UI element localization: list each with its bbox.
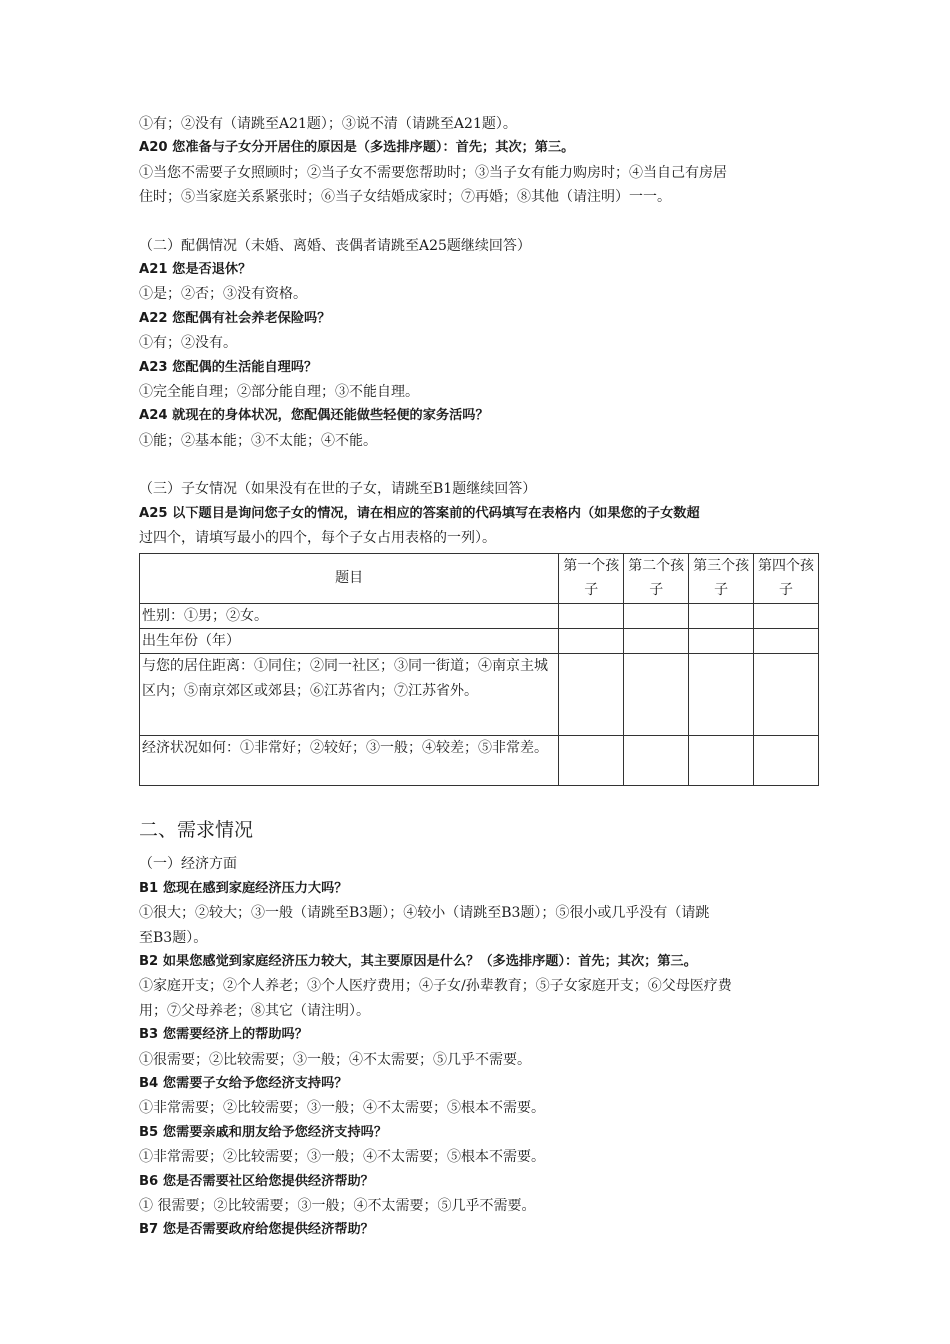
table-header-row [140,553,819,603]
question-line: B4 您需要子女给予您经济支持吗？ [139,1075,348,1091]
answer-line: （二）配偶情况（未婚、离婚、丧偶者请跳至A25题继续回答） [139,237,531,254]
row-question-birth-year: 出生年份（年） [140,628,559,653]
section-2-title: 二、需求情况 [139,819,254,842]
children-table [139,553,819,787]
answer-cell[interactable] [689,603,754,628]
row-question-distance: 与您的居住距离：①同住；②同一社区；③同一街道；④南京主城区内；⑤南京郊区或郊县；⑥江苏省内；⑦江苏省外。 [140,654,559,736]
answer-line: ①是；②否；③没有资格。 [139,286,307,303]
document-page [139,112,819,1243]
answer-line: ①当您不需要子女照顾时；②当子女不需要您帮助时；③当子女有能力购房时；④当自己有房居 [139,164,727,181]
answer-cell[interactable] [754,628,819,653]
answer-line: ①完全能自理；②部分能自理；③不能自理。 [139,384,419,401]
row-question-economy: 经济状况如何：①非常好；②较好；③一般；④较差；⑤非常差。 [140,736,559,786]
question-line: A22 您配偶有社会养老保险吗？ [139,310,331,326]
question-line: A25 以下题目是询问您子女的情况，请在相应的答案前的代码填写在表格内（如果您的子女数超 [139,505,700,521]
answer-cell[interactable] [689,736,754,786]
spacer [139,453,819,477]
answer-line: ①有；②没有。 [139,335,237,352]
answer-cell[interactable] [559,603,624,628]
answer-line: ①很需要；②比较需要；③一般；④不太需要；⑤几乎不需要。 [139,1051,531,1068]
header-child-4: 第四个孩子 [754,553,819,603]
question-line: B6 您是否需要社区给您提供经济帮助？ [139,1173,374,1189]
header-child-2: 第二个孩子 [624,553,689,603]
answer-line: 住时；⑤当家庭关系紧张时；⑥当子女结婚成家时；⑦再婚；⑧其他（请注明）一一。 [139,189,671,206]
answer-line: （一）经济方面 [139,856,237,873]
block-spouse [139,234,819,454]
block-children [139,477,819,550]
answer-cell[interactable] [689,628,754,653]
answer-cell[interactable] [624,628,689,653]
answer-line: 至B3题）。 [139,929,208,946]
answer-cell[interactable] [559,654,624,736]
answer-line: ① 很需要；②比较需要；③一般；④不太需要；⑤几乎不需要。 [139,1198,536,1214]
header-child-3: 第三个孩子 [689,553,754,603]
question-line: B7 您是否需要政府给您提供经济帮助？ [139,1222,374,1238]
question-line: A24 就现在的身体状况，您配偶还能做些轻便的家务活吗？ [139,408,489,424]
table-row [140,654,819,736]
answer-line: ①很大；②较大；③一般（请跳至B3题）；④较小（请跳至B3题）；⑤很小或几乎没有（请跳 [139,905,710,922]
question-line: B3 您需要经济上的帮助吗？ [139,1027,308,1043]
answer-cell[interactable] [754,603,819,628]
answer-cell[interactable] [624,654,689,736]
question-line: B1 您现在感到家庭经济压力大吗？ [139,880,348,896]
question-line: A23 您配偶的生活能自理吗？ [139,359,318,375]
block-section-2 [139,852,819,1243]
header-question: 题目 [140,553,559,603]
answer-line: ①非常需要；②比较需要；③一般；④不太需要；⑤根本不需要。 [139,1100,545,1117]
question-line: A21 您是否退休？ [139,262,252,278]
table-row [140,603,819,628]
table-row [140,736,819,786]
answer-line: ①有；②没有（请跳至A21题）；③说不清（请跳至A21题）。 [139,116,517,132]
answer-line: （三）子女情况（如果没有在世的子女，请跳至B1题继续回答） [139,481,537,498]
answer-cell[interactable] [559,736,624,786]
table-row [140,628,819,653]
answer-cell[interactable] [624,736,689,786]
row-question-gender: 性别：①男；②女。 [140,603,559,628]
answer-line: ①非常需要；②比较需要；③一般；④不太需要；⑤根本不需要。 [139,1149,545,1166]
answer-cell[interactable] [624,603,689,628]
answer-cell[interactable] [689,654,754,736]
spacer [139,210,819,234]
answer-line: 用；⑦父母养老；⑧其它（请注明）。 [139,1002,370,1019]
answer-cell[interactable] [754,654,819,736]
question-line: B2 如果您感觉到家庭经济压力较大，其主要原因是什么？（多选排序题）：首先；其次；第三。 [139,953,697,969]
answer-cell[interactable] [754,736,819,786]
question-line: A20 您准备与子女分开居住的原因是（多选排序题）：首先；其次；第三。 [139,140,575,156]
answer-line: ①家庭开支；②个人养老；③个人医疗费用；④子女/孙辈教育；⑤子女家庭开支；⑥父母医疗费 [139,978,732,995]
answer-line: ①能；②基本能；③不太能；④不能。 [139,432,377,449]
block-a19-a20 [139,112,819,210]
answer-cell[interactable] [559,628,624,653]
question-line: B5 您需要亲戚和朋友给予您经济支持吗？ [139,1124,388,1140]
header-child-1: 第一个孩子 [559,553,624,603]
answer-line: 过四个，请填写最小的四个，每个子女占用表格的一列）。 [139,530,496,547]
